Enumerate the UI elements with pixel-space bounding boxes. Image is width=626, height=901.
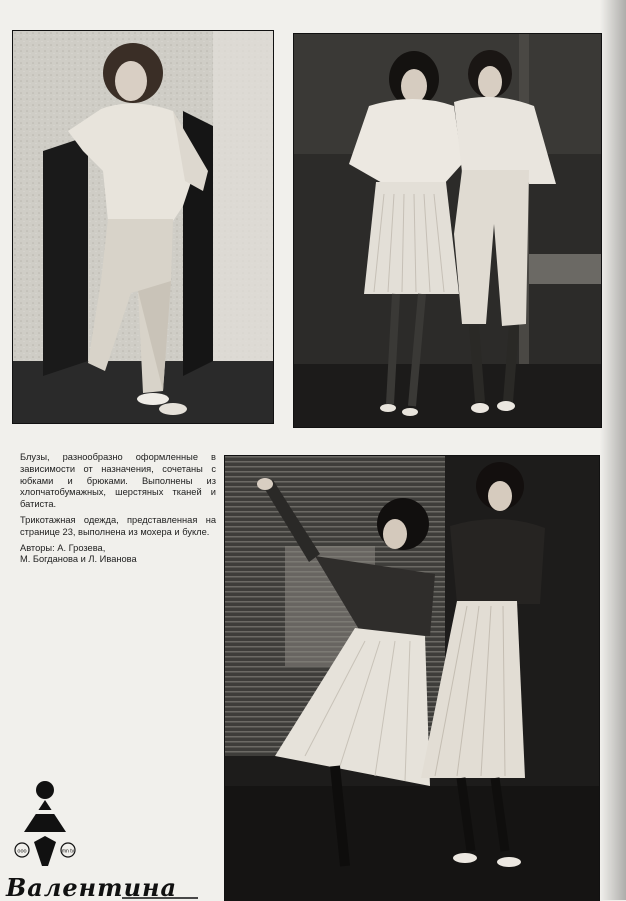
photo-two-women-skirt-breeches [293, 33, 602, 428]
photo-2-illustration [294, 34, 601, 427]
caption-paragraph-knitwear: Трикотажная одежда, представленная на странице 23, выполнена из мохера и букле. [20, 514, 216, 537]
logo-right-mark: mn tv [61, 848, 75, 855]
photo-1-illustration [13, 31, 273, 423]
photo-woman-blouse-trousers [12, 30, 274, 424]
logo-left-mark: ооо [17, 848, 27, 855]
page-gutter-shadow [600, 0, 626, 900]
caption-authors-line-2: М. Богданова и Л. Иванова [20, 554, 137, 565]
brand-name-wordmark [4, 872, 200, 900]
photo-two-women-blinds [224, 455, 600, 901]
caption-authors-line-1: Авторы: А. Грозева, [20, 542, 106, 553]
brand-logo-icon [12, 780, 78, 866]
brand-name: Валентина [6, 873, 178, 900]
caption-paragraph-blouses: Блузы, разнообразно оформленные в зависимости от назначения, сочетаны с юбками и брюками. Выполнены из хлопчатобумажных, шерстяных тканей и батиста. [20, 452, 216, 510]
photo-caption [20, 452, 216, 566]
photo-3-illustration [225, 456, 599, 901]
